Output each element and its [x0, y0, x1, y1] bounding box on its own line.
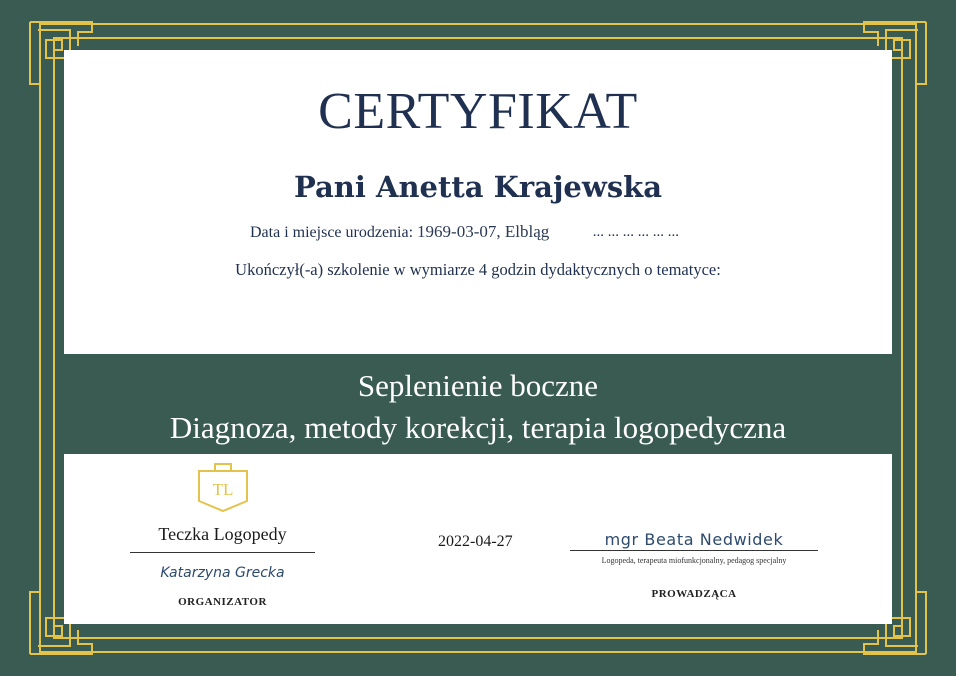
birth-label: Data i miejsce urodzenia:	[250, 224, 418, 241]
course-description: Ukończył(-a) szkolenie w wymiarze 4 godzin dydaktycznych o tematyce:	[235, 260, 721, 279]
organizer-name: Teczka Logopedy	[158, 524, 287, 544]
lead-role: PROWADZĄCA	[651, 588, 737, 600]
lead-signature-line	[570, 550, 818, 551]
topic-title: Seplenienie boczne	[357, 368, 599, 403]
teczka-logopedy-logo	[195, 461, 251, 513]
lead-description: Logopeda, terapeuta miofunkcjonalny, pedagog specjalny	[601, 556, 787, 565]
recipient-name: Pani Anetta Krajewska	[293, 170, 663, 204]
organizer-person-signature: Katarzyna Grecka	[160, 565, 285, 581]
logo-monogram: TL	[212, 480, 234, 499]
birth-info-row	[250, 222, 720, 242]
birth-value: 1969-03-07, Elbląg ... .	[417, 222, 679, 242]
lead-signature: mgr Beata Nedwidek	[604, 530, 784, 549]
organizer-role: ORGANIZATOR	[178, 596, 267, 608]
organizer-signature-line	[130, 552, 315, 553]
topic-subtitle: Diagnoza, metody korekcji, terapia logopedyczna	[169, 410, 787, 445]
certificate-title: CERTYFIKAT	[318, 83, 638, 140]
issue-date: 2022-04-27	[438, 533, 513, 550]
